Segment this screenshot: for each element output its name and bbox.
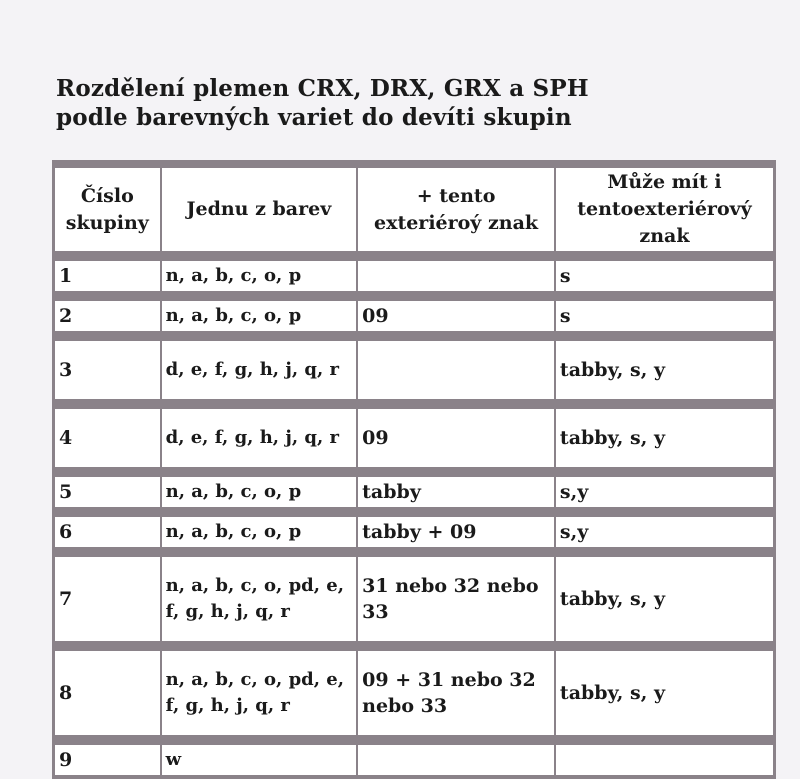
table-row — [55, 261, 773, 301]
group-number-cell: 8 — [55, 651, 162, 745]
header-one-of-colors: Jednu z barev — [162, 168, 359, 261]
may-have-cell: s,y — [556, 477, 773, 517]
page-title — [56, 74, 589, 132]
plus-feature-cell: 31 nebo 32 nebo 33 — [358, 557, 556, 651]
table-row — [55, 301, 773, 341]
group-number-cell: 6 — [55, 517, 162, 557]
table-row — [55, 651, 773, 745]
table-row — [55, 409, 773, 477]
plus-feature-cell — [358, 341, 556, 409]
may-have-cell: s — [556, 261, 773, 301]
group-number-cell: 7 — [55, 557, 162, 651]
colors-cell: n, a, b, c, o, p — [162, 261, 359, 301]
header-group-number: Číslo skupiny — [55, 168, 162, 261]
plus-feature-cell — [358, 745, 556, 775]
may-have-cell: tabby, s, y — [556, 341, 773, 409]
group-number-cell: 1 — [55, 261, 162, 301]
may-have-cell: tabby, s, y — [556, 409, 773, 477]
header-plus-feature: + tento exteriéroý znak — [358, 168, 556, 261]
table-row — [55, 557, 773, 651]
colors-cell: d, e, f, g, h, j, q, r — [162, 409, 359, 477]
colors-cell: d, e, f, g, h, j, q, r — [162, 341, 359, 409]
title-line-1: Rozdělení plemen CRX, DRX, GRX a SPH — [56, 75, 589, 102]
colors-cell: n, a, b, c, o, pd, e, f, g, h, j, q, r — [162, 651, 359, 745]
group-number-cell: 5 — [55, 477, 162, 517]
group-number-cell: 4 — [55, 409, 162, 477]
may-have-cell: s — [556, 301, 773, 341]
table-row — [55, 341, 773, 409]
plus-feature-cell: 09 — [358, 409, 556, 477]
title-line-2: podle barevných variet do devíti skupin — [56, 104, 572, 131]
plus-feature-cell: tabby + 09 — [358, 517, 556, 557]
plus-feature-cell — [358, 261, 556, 301]
table-header-row — [55, 168, 773, 261]
plus-feature-cell: 09 — [358, 301, 556, 341]
colors-cell: n, a, b, c, o, p — [162, 517, 359, 557]
plus-feature-cell: tabby — [358, 477, 556, 517]
table-row — [55, 745, 773, 775]
group-number-cell: 9 — [55, 745, 162, 775]
colors-cell: w — [162, 745, 359, 775]
header-may-have-feature: Může mít i tentoexteriérový znak — [556, 168, 773, 261]
may-have-cell: s,y — [556, 517, 773, 557]
colors-cell: n, a, b, c, o, pd, e, f, g, h, j, q, r — [162, 557, 359, 651]
may-have-cell: tabby, s, y — [556, 557, 773, 651]
group-number-cell: 2 — [55, 301, 162, 341]
table-row — [55, 517, 773, 557]
colors-cell: n, a, b, c, o, p — [162, 477, 359, 517]
colors-cell: n, a, b, c, o, p — [162, 301, 359, 341]
group-number-cell: 3 — [55, 341, 162, 409]
may-have-cell: tabby, s, y — [556, 651, 773, 745]
plus-feature-cell: 09 + 31 nebo 32 nebo 33 — [358, 651, 556, 745]
table-row — [55, 477, 773, 517]
may-have-cell — [556, 745, 773, 775]
color-groups-table — [52, 160, 776, 779]
